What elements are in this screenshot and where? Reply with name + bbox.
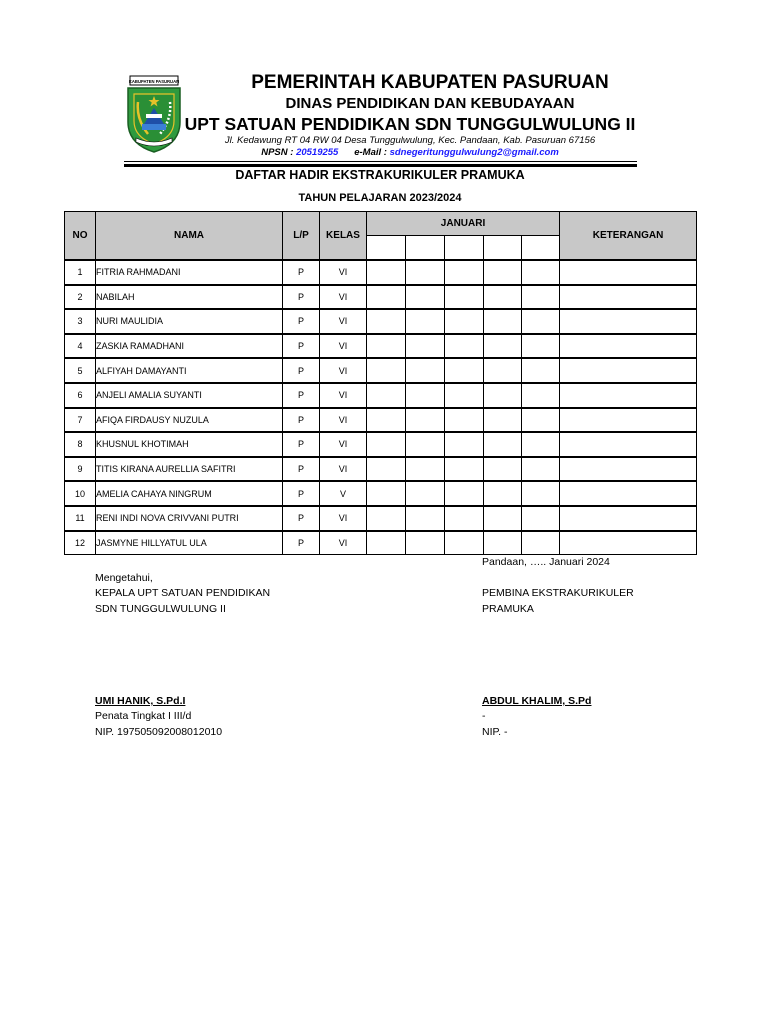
table-row: [65, 408, 697, 433]
attendance-cell: [484, 334, 522, 359]
left-signer-name-text: UMI HANIK, S.Pd.I: [95, 695, 186, 707]
table-row: [65, 432, 697, 457]
row-keterangan: [560, 285, 697, 310]
attendance-cell: [484, 506, 522, 531]
table-row: [65, 334, 697, 359]
attendance-table: [64, 211, 697, 555]
row-keterangan: [560, 334, 697, 359]
row-kelas: VI: [320, 457, 367, 482]
attendance-cell: [445, 383, 484, 408]
table-row: [65, 383, 697, 408]
row-nama: JASMYNE HILLYATUL ULA: [96, 531, 283, 555]
right-sign-line2: PRAMUKA: [482, 603, 534, 615]
attendance-cell: [406, 285, 445, 310]
attendance-cell: [406, 358, 445, 383]
letterhead-contact: [190, 147, 630, 158]
row-lp: P: [283, 481, 320, 506]
attendance-cell: [522, 285, 560, 310]
attendance-cell: [406, 408, 445, 433]
right-signer-name-text: ABDUL KHALIM, S.Pd: [482, 695, 592, 707]
attendance-cell: [445, 358, 484, 383]
attendance-cell: [522, 260, 560, 285]
attendance-cell: [367, 358, 406, 383]
attendance-cell: [406, 260, 445, 285]
table-row: [65, 531, 697, 555]
left-sign-line1: Mengetahui,: [95, 572, 153, 584]
row-keterangan: [560, 531, 697, 555]
row-lp: P: [283, 309, 320, 334]
attendance-cell: [445, 506, 484, 531]
row-keterangan: [560, 260, 697, 285]
attendance-cell: [406, 531, 445, 555]
header-kelas: KELAS: [320, 212, 367, 261]
header-day-cell: [484, 236, 522, 261]
attendance-cell: [522, 481, 560, 506]
row-no: 11: [65, 506, 96, 531]
attendance-cell: [406, 309, 445, 334]
attendance-cell: [522, 383, 560, 408]
row-no: 6: [65, 383, 96, 408]
attendance-rows: [65, 260, 697, 555]
attendance-cell: [484, 408, 522, 433]
attendance-cell: [367, 260, 406, 285]
row-keterangan: [560, 457, 697, 482]
header-nama: NAMA: [96, 212, 283, 261]
row-no: 3: [65, 309, 96, 334]
row-kelas: VI: [320, 531, 367, 555]
row-no: 12: [65, 531, 96, 555]
table-row: [65, 285, 697, 310]
row-nama: AFIQA FIRDAUSY NUZULA: [96, 408, 283, 433]
attendance-cell: [367, 457, 406, 482]
attendance-cell: [484, 383, 522, 408]
attendance-cell: [367, 506, 406, 531]
row-keterangan: [560, 506, 697, 531]
attendance-cell: [406, 432, 445, 457]
row-no: 10: [65, 481, 96, 506]
row-lp: P: [283, 408, 320, 433]
npsn-label: NPSN :: [261, 147, 294, 158]
table-row: [65, 481, 697, 506]
attendance-cell: [367, 531, 406, 555]
attendance-cell: [445, 408, 484, 433]
row-nama: KHUSNUL KHOTIMAH: [96, 432, 283, 457]
row-lp: P: [283, 285, 320, 310]
left-sign-line3: SDN TUNGGULWULUNG II: [95, 603, 226, 615]
attendance-cell: [445, 531, 484, 555]
right-signer-nip: NIP. -: [482, 726, 508, 738]
letterhead-school-name: UPT SATUAN PENDIDIKAN SDN TUNGGULWULUNG II: [184, 114, 636, 134]
row-kelas: VI: [320, 260, 367, 285]
row-nama: ALFIYAH DAMAYANTI: [96, 358, 283, 383]
table-row: [65, 358, 697, 383]
table-row: [65, 309, 697, 334]
document-subtitle: TAHUN PELAJARAN 2023/2024: [298, 192, 462, 204]
letterhead-address: Jl. Kedawung RT 04 RW 04 Desa Tunggulwulung, Kec. Pandaan, Kab. Pasuruan 67156: [224, 135, 596, 146]
row-kelas: VI: [320, 383, 367, 408]
attendance-cell: [484, 432, 522, 457]
table-row: [65, 457, 697, 482]
row-no: 4: [65, 334, 96, 359]
attendance-cell: [367, 432, 406, 457]
attendance-cell: [367, 408, 406, 433]
row-keterangan: [560, 481, 697, 506]
attendance-cell: [445, 457, 484, 482]
attendance-cell: [367, 309, 406, 334]
row-kelas: VI: [320, 285, 367, 310]
attendance-cell: [522, 408, 560, 433]
attendance-cell: [484, 457, 522, 482]
attendance-cell: [484, 309, 522, 334]
place-date: Pandaan, ….. Januari 2024: [482, 556, 610, 568]
row-nama: ANJELI AMALIA SUYANTI: [96, 383, 283, 408]
header-lp: L/P: [283, 212, 320, 261]
row-lp: P: [283, 432, 320, 457]
header-day-cell: [406, 236, 445, 261]
attendance-cell: [367, 285, 406, 310]
row-lp: P: [283, 358, 320, 383]
attendance-cell: [484, 358, 522, 383]
attendance-cell: [406, 481, 445, 506]
attendance-cell: [367, 383, 406, 408]
row-keterangan: [560, 358, 697, 383]
row-lp: P: [283, 457, 320, 482]
row-nama: ZASKIA RAMADHANI: [96, 334, 283, 359]
row-nama: FITRIA RAHMADANI: [96, 260, 283, 285]
email-value: sdnegeritunggulwulung2@gmail.com: [389, 147, 559, 158]
row-no: 1: [65, 260, 96, 285]
letterhead-government: PEMERINTAH KABUPATEN PASURUAN: [251, 72, 609, 93]
row-kelas: VI: [320, 358, 367, 383]
attendance-cell: [406, 334, 445, 359]
attendance-cell: [484, 285, 522, 310]
row-lp: P: [283, 506, 320, 531]
header-day-cell: [445, 236, 484, 261]
right-sign-line1: PEMBINA EKSTRAKURIKULER: [482, 587, 634, 599]
attendance-cell: [484, 481, 522, 506]
attendance-cell: [522, 531, 560, 555]
header-month: JANUARI: [367, 212, 560, 236]
row-kelas: V: [320, 481, 367, 506]
row-keterangan: [560, 309, 697, 334]
attendance-cell: [445, 309, 484, 334]
row-kelas: VI: [320, 432, 367, 457]
row-lp: P: [283, 334, 320, 359]
row-kelas: VI: [320, 408, 367, 433]
left-signer-nip: NIP. 197505092008012010: [95, 726, 223, 738]
npsn-value: 20519255: [296, 147, 339, 158]
attendance-cell: [522, 506, 560, 531]
pasuruan-regency-crest-icon: [122, 74, 186, 154]
right-signer-rank: -: [482, 710, 486, 722]
row-kelas: VI: [320, 506, 367, 531]
table-row: [65, 260, 697, 285]
header-no: NO: [65, 212, 96, 261]
svg-text:KABUPATEN PASURUAN: KABUPATEN PASURUAN: [128, 79, 180, 84]
row-kelas: VI: [320, 334, 367, 359]
attendance-cell: [522, 334, 560, 359]
row-nama: NABILAH: [96, 285, 283, 310]
attendance-cell: [406, 383, 445, 408]
row-no: 9: [65, 457, 96, 482]
document-title: DAFTAR HADIR EKSTRAKURIKULER PRAMUKA: [235, 168, 525, 182]
attendance-cell: [445, 432, 484, 457]
attendance-cell: [484, 531, 522, 555]
row-nama: TITIS KIRANA AURELLIA SAFITRI: [96, 457, 283, 482]
attendance-cell: [367, 481, 406, 506]
row-no: 2: [65, 285, 96, 310]
row-nama: AMELIA CAHAYA NINGRUM: [96, 481, 283, 506]
row-lp: P: [283, 260, 320, 285]
attendance-cell: [522, 358, 560, 383]
row-lp: P: [283, 383, 320, 408]
row-no: 8: [65, 432, 96, 457]
attendance-cell: [522, 457, 560, 482]
letterhead-divider-thin: [124, 161, 637, 162]
attendance-cell: [445, 285, 484, 310]
row-nama: NURI MAULIDIA: [96, 309, 283, 334]
row-nama: RENI INDI NOVA CRIVVANI PUTRI: [96, 506, 283, 531]
email-label: e-Mail :: [354, 147, 387, 158]
header-day-cell: [367, 236, 406, 261]
attendance-cell: [522, 432, 560, 457]
row-keterangan: [560, 383, 697, 408]
row-keterangan: [560, 408, 697, 433]
attendance-cell: [445, 260, 484, 285]
left-signer-rank: Penata Tingkat I III/d: [95, 710, 192, 722]
attendance-cell: [445, 334, 484, 359]
right-signer-name: [482, 695, 591, 707]
row-kelas: VI: [320, 309, 367, 334]
row-no: 5: [65, 358, 96, 383]
row-keterangan: [560, 432, 697, 457]
attendance-cell: [484, 260, 522, 285]
row-lp: P: [283, 531, 320, 555]
table-row: [65, 506, 697, 531]
letterhead-divider-thick: [124, 164, 637, 167]
attendance-cell: [445, 481, 484, 506]
header-keterangan: KETERANGAN: [560, 212, 697, 261]
row-no: 7: [65, 408, 96, 433]
header-day-cell: [522, 236, 560, 261]
attendance-cell: [522, 309, 560, 334]
attendance-cell: [367, 334, 406, 359]
attendance-cell: [406, 457, 445, 482]
attendance-cell: [406, 506, 445, 531]
letterhead-department: DINAS PENDIDIKAN DAN KEBUDAYAAN: [285, 95, 575, 112]
left-signer-name: [95, 695, 185, 707]
left-sign-line2: KEPALA UPT SATUAN PENDIDIKAN: [95, 587, 271, 599]
